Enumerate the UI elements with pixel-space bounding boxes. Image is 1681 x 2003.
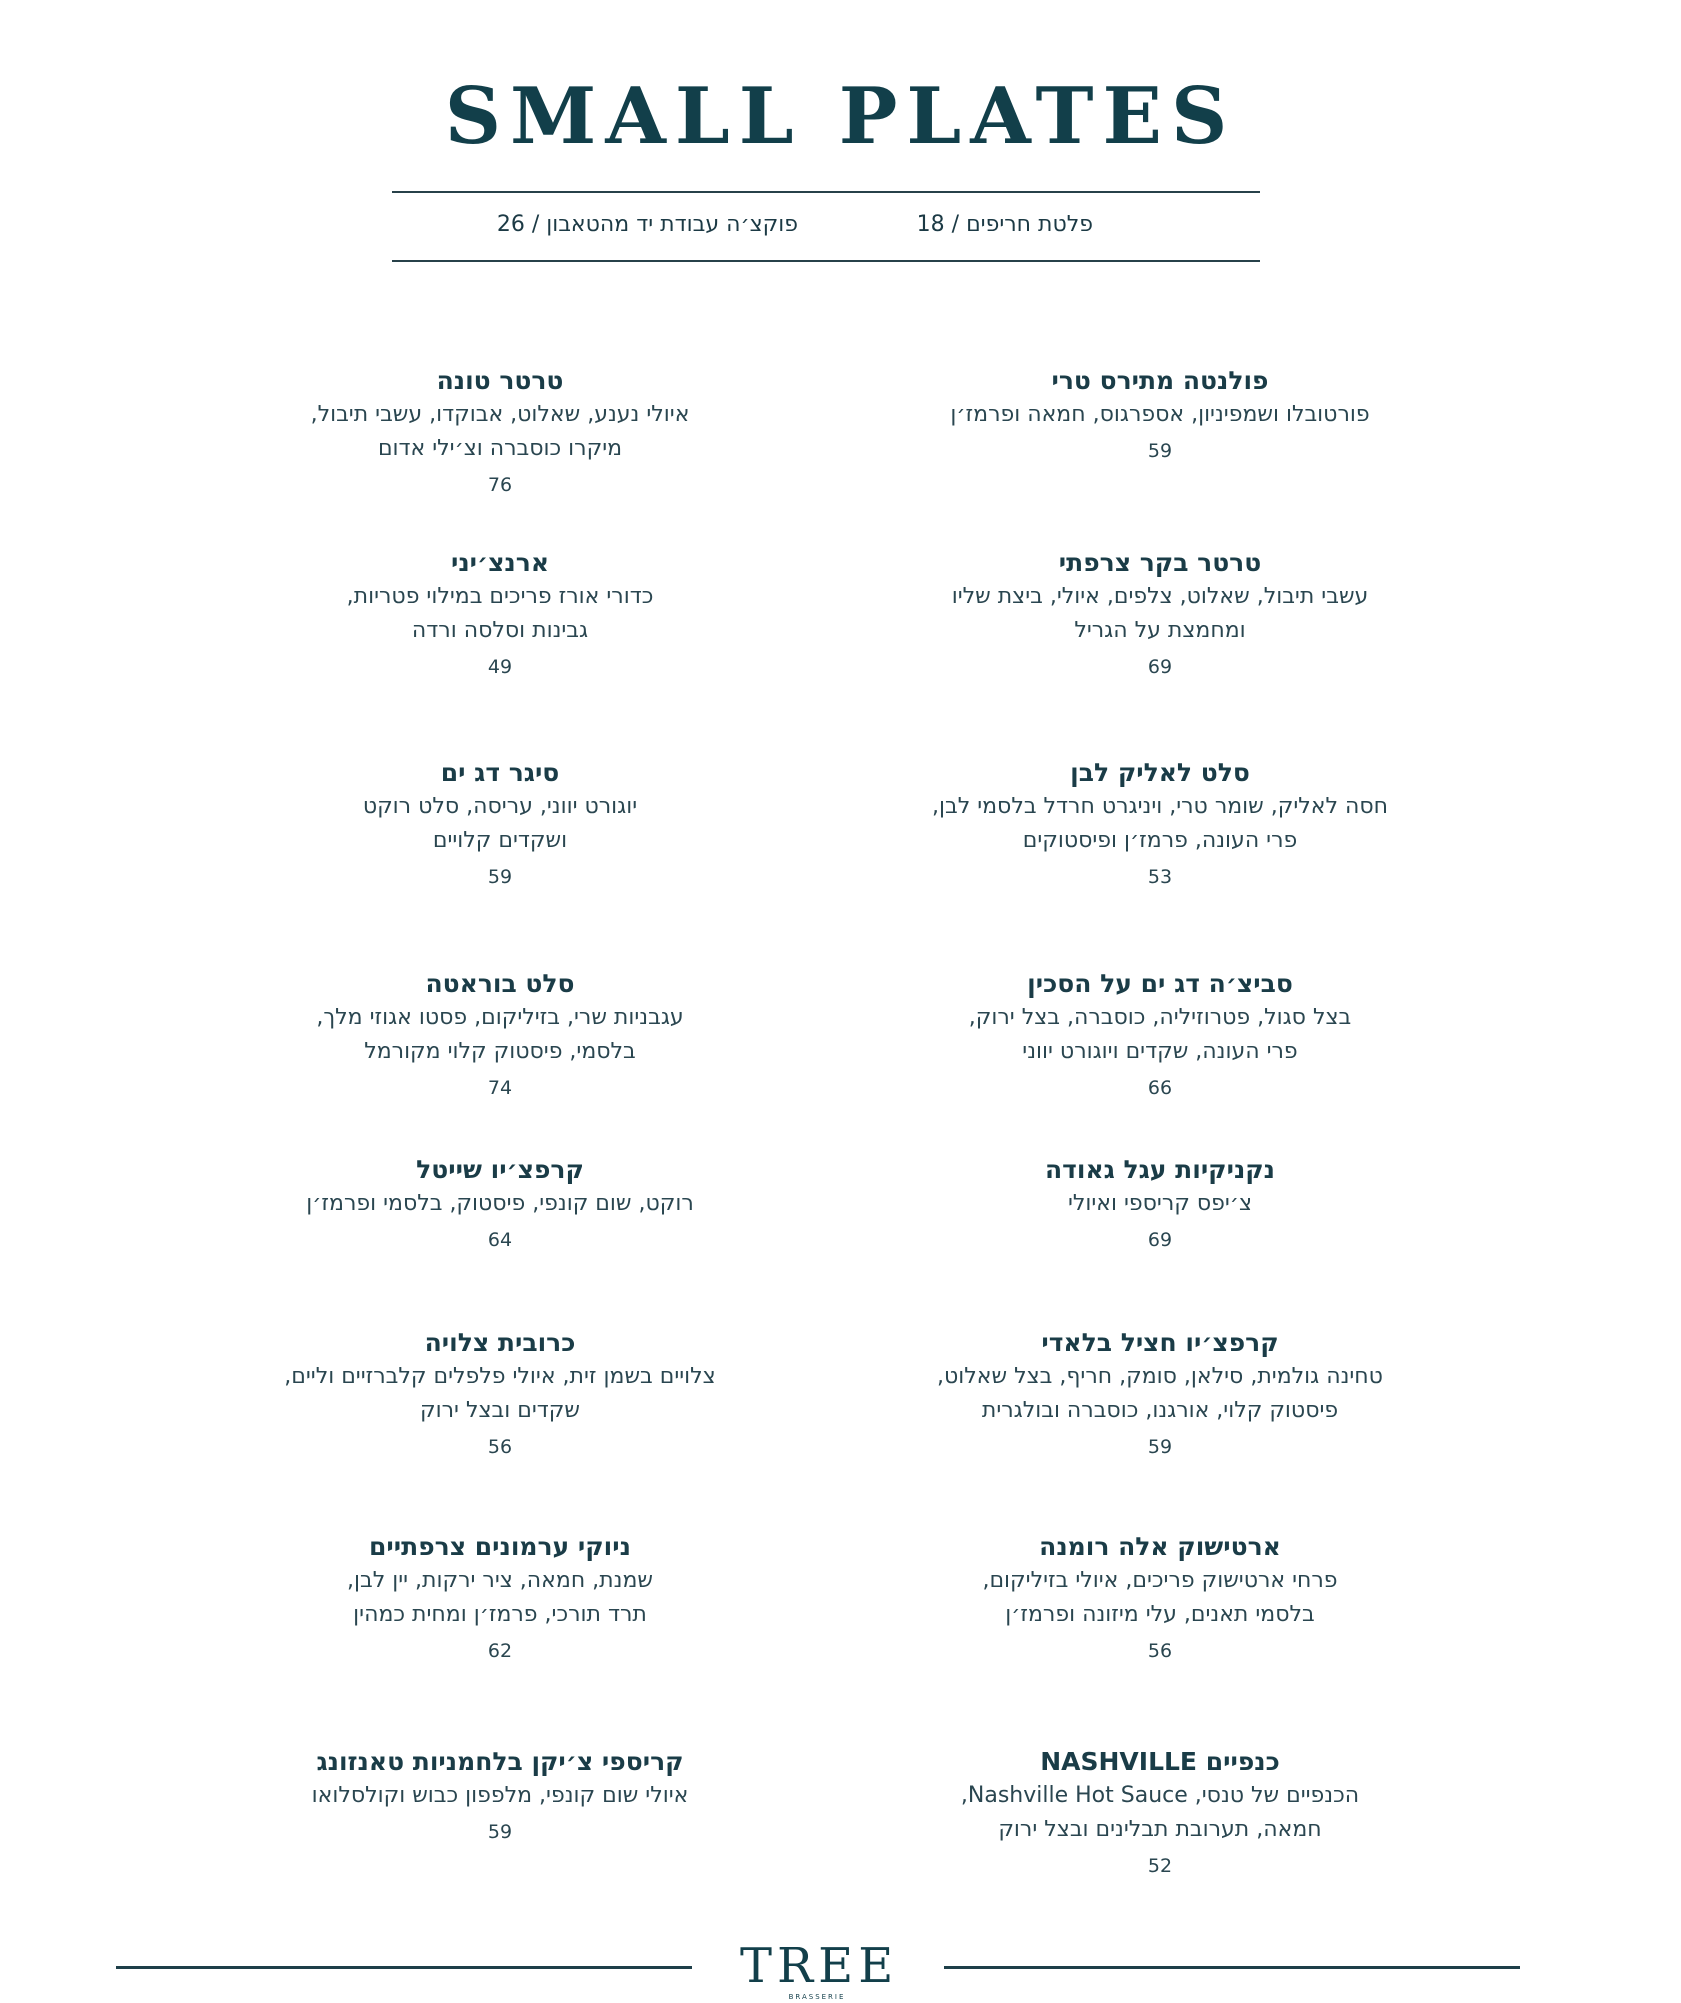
menu-item bbox=[900, 1530, 1420, 1666]
menu-item-description: שקדים ובצל ירוק bbox=[420, 1398, 580, 1423]
menu-item-name: כנפיים NASHVILLE bbox=[1040, 1747, 1280, 1776]
menu-item bbox=[900, 1745, 1420, 1881]
menu-item-price: 69 bbox=[1147, 1229, 1173, 1251]
menu-item-description: פרחי ארטישוק פריכים, איולי בזיליקום, bbox=[982, 1568, 1338, 1593]
menu-item-name: סלט לאליק לבן bbox=[1070, 758, 1250, 787]
menu-item-description: חמאה, תערובת תבלינים ובצל ירוק bbox=[998, 1817, 1322, 1842]
menu-item-description: כדורי אורז פריכים במילוי פטריות, bbox=[346, 584, 654, 609]
menu-item-name: טרטר בקר צרפתי bbox=[1058, 548, 1262, 577]
menu-item-price: 59 bbox=[487, 866, 513, 888]
menu-item-description: חסה לאליק, שומר טרי, ויניגרט חרדל בלסמי לבן, bbox=[931, 794, 1389, 819]
menu-item-name: ניוקי ערמונים צרפתיים bbox=[369, 1532, 631, 1561]
menu-item-name: ארטישוק אלה רומנה bbox=[1039, 1532, 1281, 1561]
extra-item-spicy-platter: פלטת חריפים / 18 bbox=[916, 212, 1093, 237]
page-title: SMALL PLATES bbox=[444, 71, 1237, 162]
menu-item-price: 52 bbox=[1147, 1855, 1173, 1877]
menu-item-name: קרפצ׳יו שייטל bbox=[416, 1155, 584, 1184]
menu-item bbox=[240, 1326, 760, 1462]
menu-item-price: 62 bbox=[487, 1640, 513, 1662]
menu-item bbox=[240, 1745, 760, 1847]
menu-item-description: צ׳יפס קריספי ואיולי bbox=[1067, 1191, 1253, 1216]
menu-item-name: פולנטה מתירס טרי bbox=[1051, 366, 1269, 395]
menu-item-price: 56 bbox=[1147, 1640, 1173, 1662]
menu-item bbox=[900, 364, 1420, 466]
menu-item-price: 59 bbox=[1147, 1436, 1173, 1458]
menu-item-name: קרפצ׳יו חציל בלאדי bbox=[1041, 1328, 1279, 1357]
menu-item-description: איולי שום קונפי, מלפפון כבוש וקולסלואו bbox=[311, 1783, 689, 1808]
menu-item-price: 53 bbox=[1147, 866, 1173, 888]
menu-item-description: איולי נענע, שאלוט, אבוקדו, עשבי תיבול, bbox=[310, 402, 690, 427]
menu-item-name: ארנצ׳יני bbox=[450, 548, 550, 577]
menu-item-name: סלט בוראטה bbox=[425, 969, 575, 998]
footer-line-right bbox=[944, 1966, 1520, 1969]
menu-item-name: כרובית צלויה bbox=[424, 1328, 576, 1357]
menu-item-description: תרד תורכי, פרמז׳ן ומחית כמהין bbox=[353, 1602, 647, 1627]
menu-item-description: עגבניות שרי, בזיליקום, פסטו אגוזי מלך, bbox=[316, 1005, 684, 1030]
menu-item-description: פורטובלו ושמפיניון, אספרגוס, חמאה ופרמז׳ן bbox=[950, 402, 1370, 427]
menu-item bbox=[240, 967, 760, 1103]
menu-item-description: פרי העונה, פרמז׳ן ופיסטוקים bbox=[1022, 828, 1298, 853]
divider-top bbox=[392, 191, 1260, 193]
menu-item-price: 69 bbox=[1147, 656, 1173, 678]
logo-wordmark: TREE bbox=[740, 1938, 899, 1994]
menu-item-price: 66 bbox=[1147, 1077, 1173, 1099]
logo-subtitle: BRASSERIE bbox=[788, 1993, 846, 2001]
menu-item-price: 49 bbox=[487, 656, 513, 678]
menu-item bbox=[900, 1153, 1420, 1255]
menu-item-description: ושקדים קלויים bbox=[432, 828, 568, 853]
menu-item-description: בלסמי, פיסטוק קלוי מקורמל bbox=[364, 1039, 636, 1064]
menu-item-price: 64 bbox=[487, 1229, 513, 1251]
menu-item-name: נקניקיות עגל גאודה bbox=[1044, 1155, 1276, 1184]
menu-item-description: גבינות וסלסה ורדה bbox=[411, 618, 589, 643]
divider-bottom bbox=[392, 260, 1260, 262]
menu-item-description: רוקט, שום קונפי, פיסטוק, בלסמי ופרמז׳ן bbox=[306, 1191, 694, 1216]
menu-item-description: יוגורט יווני, עריסה, סלט רוקט bbox=[362, 794, 638, 819]
menu-item-description: פרי העונה, שקדים ויוגורט יווני bbox=[1022, 1039, 1298, 1064]
menu-item bbox=[900, 967, 1420, 1103]
menu-item bbox=[240, 546, 760, 682]
menu-item-description: עשבי תיבול, שאלוט, צלפים, איולי, ביצת שליו bbox=[951, 584, 1369, 609]
extra-item-focaccia: פוקצ׳ה עבודת יד מהטאבון / 26 bbox=[496, 212, 798, 237]
menu-item bbox=[240, 756, 760, 892]
menu-item bbox=[240, 1153, 760, 1255]
menu-item-description: טחינה גולמית, סילאן, סומק, חריף, בצל שאלוט, bbox=[937, 1364, 1383, 1389]
menu-item-description: צלויים בשמן זית, איולי פלפלים קלברזיים וליים, bbox=[284, 1364, 716, 1389]
menu-item-price: 74 bbox=[487, 1077, 513, 1099]
menu-item bbox=[240, 364, 760, 500]
menu-item-description: פיסטוק קלוי, אורגנו, כוסברה ובולגרית bbox=[981, 1398, 1339, 1423]
menu-item-price: 59 bbox=[487, 1821, 513, 1843]
menu-item-name: טרטר טונה bbox=[436, 366, 564, 395]
menu-item-name: סביצ׳ה דג ים על הסכין bbox=[1027, 969, 1293, 998]
menu-item bbox=[900, 756, 1420, 892]
menu-item-description: בצל סגול, פטרוזיליה, כוסברה, בצל ירוק, bbox=[968, 1005, 1352, 1030]
menu-item-name: סיגר דג ים bbox=[440, 758, 560, 787]
menu-item-name: קריספי צ׳יקן בלחמניות טאנזונג bbox=[316, 1747, 684, 1776]
brand-logo bbox=[740, 1938, 899, 2002]
menu-item bbox=[900, 1326, 1420, 1462]
menu-item-price: 59 bbox=[1147, 440, 1173, 462]
menu-item-price: 76 bbox=[487, 474, 513, 496]
menu-item bbox=[900, 546, 1420, 682]
footer-line-left bbox=[116, 1966, 692, 1969]
menu-item-description: בלסמי תאנים, עלי מיזונה ופרמז׳ן bbox=[1005, 1602, 1315, 1627]
menu-item-description: מיקרו כוסברה וצ׳ילי אדום bbox=[377, 436, 623, 461]
menu-item-description: הכנפיים של טנסי, Nashville Hot Sauce, bbox=[960, 1783, 1360, 1808]
menu-item bbox=[240, 1530, 760, 1666]
menu-item-description: שמנת, חמאה, ציר ירקות, יין לבן, bbox=[347, 1568, 653, 1593]
menu-item-price: 56 bbox=[487, 1436, 513, 1458]
menu-item-description: ומחמצת על הגריל bbox=[1074, 618, 1246, 643]
